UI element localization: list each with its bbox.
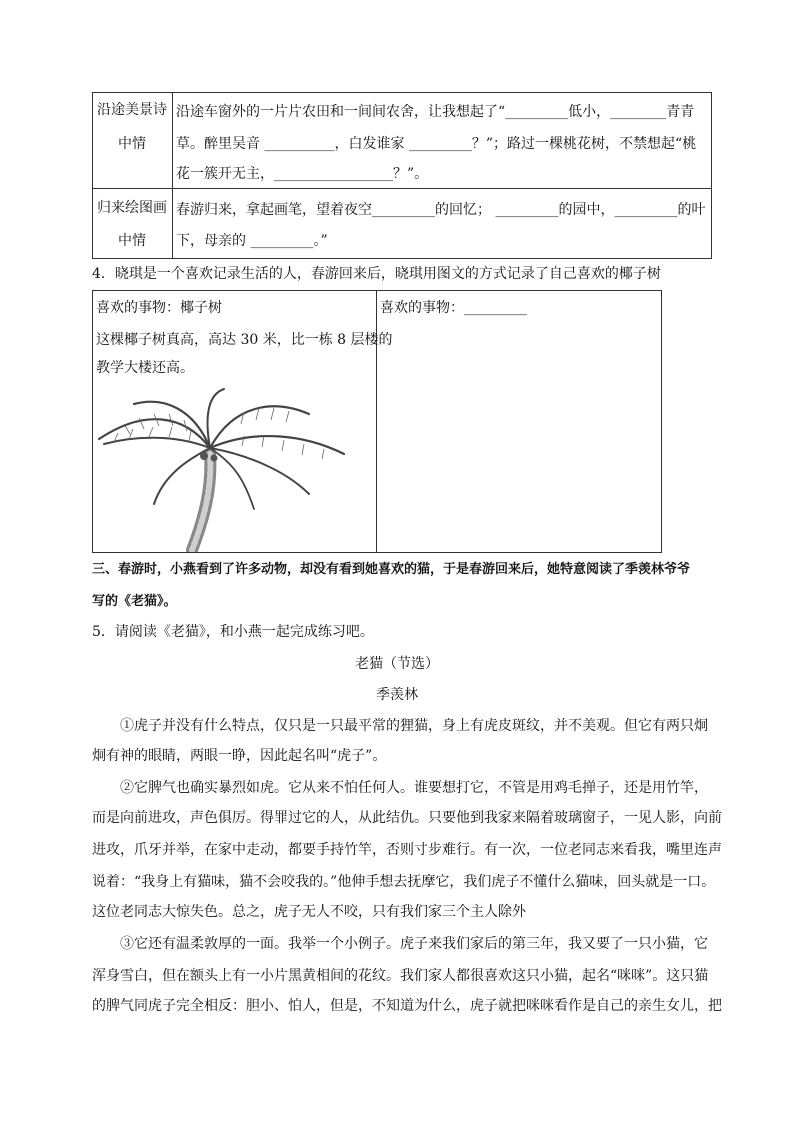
palm-tree-image <box>94 384 376 552</box>
section-3-intro-line1: 三、春游时，小燕看到了许多动物，却没有看到她喜欢的猫，于是春游回来后，她特意阅读了季羡林爷爷 <box>92 562 691 577</box>
article-title: 老猫（节选） <box>355 656 439 672</box>
table-border-bottom <box>92 258 712 259</box>
row-text-line: 草。醉里吴音 __________，白发谁家 _________？”；路过一棵桃花树，不禁想起“桃 <box>176 136 697 152</box>
row-text-line: 花一簇开无主，_________________？”。 <box>176 166 429 182</box>
row-label-line2: 中情 <box>118 136 146 152</box>
section-3-intro-line2: 写的《老猫》。 <box>92 594 177 609</box>
left-cell-desc: 这棵椰子树真高，高达 30 米，比一栋 8 层楼的 <box>96 332 393 348</box>
row-label-line2: 中情 <box>118 233 146 249</box>
row-label-line1: 沿途美景诗 <box>97 102 167 118</box>
row-label-line1: 归来绘图画 <box>97 200 167 216</box>
table-column-divider <box>172 92 173 259</box>
table-border-top <box>92 290 662 291</box>
question-4-prompt: 4．晓琪是一个喜欢记录生活的人，春游回来后，晓琪用图文的方式记录了自己喜欢的椰子树 <box>92 266 661 282</box>
row-text-line: 下，母亲的 _________。” <box>176 233 328 249</box>
paragraph-line: ①虎子并没有什么特点，仅只是一只最平常的狸猫，身上有虎皮斑纹，并不美观。但它有两只炯 <box>120 718 708 734</box>
table-border-left <box>92 290 93 553</box>
paragraph-line: 而是向前进攻，声色俱厉。得罪过它的人，从此结仇。只要他到我家来隔着玻璃窗子，一见人影，向前 <box>92 810 722 826</box>
paragraph-line: 说着：“我身上有猫味，猫不会咬我的。”他伸手想去抚摩它，我们虎子不懂什么猫味，回头就是一口。 <box>92 874 716 890</box>
row-text-line: 春游归来，拿起画笔，望着夜空_________的回忆； _________的园中，_________的叶 <box>176 202 706 218</box>
question-5-prompt: 5．请阅读《老猫》，和小燕一起完成练习吧。 <box>92 624 374 640</box>
paragraph-line: 的脾气同虎子完全相反：胆小、怕人，但是，不知道为什么，虎子就把咪咪看作是自己的亲生女儿，把 <box>92 998 722 1014</box>
table-border-right <box>661 290 662 553</box>
paragraph-line: 这位老同志大惊失色。总之，虎子无人不咬，只有我们家三个主人除外 <box>92 904 526 920</box>
paragraph-line: 炯有神的眼睛，两眼一睁，因此起名叫“虎子”。 <box>92 748 387 764</box>
paragraph-line: ②它脾气也确实暴烈如虎。它从来不怕任何人。谁要想打它，不管是用鸡毛掸子，还是用竹竿， <box>120 780 708 796</box>
paragraph-line: ③它还有温柔敦厚的一面。我举一个小例子。虎子来我们家后的第三年，我又要了一只小猫，它 <box>120 936 708 952</box>
table-row-divider <box>92 188 712 189</box>
row-text-line: 沿途车窗外的一片片农田和一间间农舍，让我想起了“_________低小，________青青 <box>176 104 695 120</box>
table-border-right <box>711 92 712 259</box>
right-cell-title: 喜欢的事物：_________ <box>380 300 527 316</box>
left-cell-title: 喜欢的事物：椰子树 <box>96 300 222 316</box>
paragraph-line: 浑身雪白，但在额头上有一小片黑黄相间的花纹。我们家人都很喜欢这只小猫，起名“咪咪”。这只猫 <box>92 968 709 984</box>
paragraph-line: 进攻，爪牙并举，在家中走动，都要手持竹竿，否则寸步难行。有一次，一位老同志来看我，嘴里连声 <box>92 842 722 858</box>
article-author: 季羡林 <box>376 687 418 703</box>
left-cell-desc: 教学大楼还高。 <box>96 360 194 376</box>
table-border-bottom <box>92 552 662 553</box>
table-border-top <box>92 92 712 93</box>
